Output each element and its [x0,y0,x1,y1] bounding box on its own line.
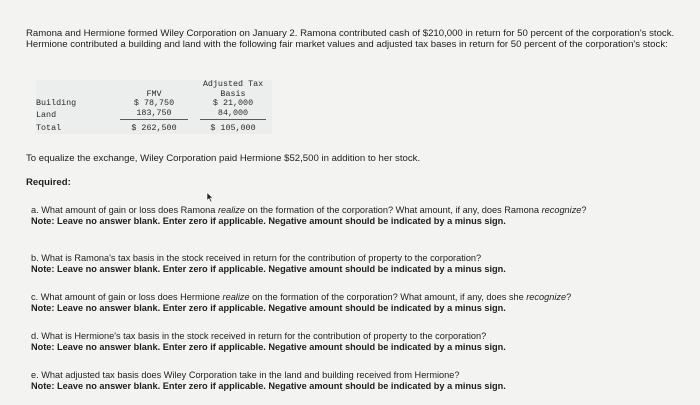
required-heading: Required: [26,177,71,188]
row-fmv: $ 78,750 [133,98,175,109]
question-letter: c. [31,292,39,302]
question-text: What amount of gain or loss does Ramona [41,205,218,215]
question-a [31,205,681,228]
header-fmv: FMV [146,88,162,99]
question-letter: d. [31,331,39,341]
question-d [31,331,681,354]
header-basis-line1: Adjusted Tax [202,79,264,89]
row-label: Land [36,109,57,120]
question-note: Note: Leave no answer blank. Enter zero if applicable. Negative amount should be indicated by a minus sign. [31,264,506,275]
row-fmv: 183,750 [136,107,172,118]
question-text: What is Hermione's tax basis in the stock received in return for the contribution of property to the corporation? [41,331,487,341]
question-text: ? [566,292,572,302]
total-label: Total [36,123,62,134]
table-row [36,109,272,121]
question-note: Note: Leave no answer blank. Enter zero if applicable. Negative amount should be indicated by a minus sign. [31,342,506,353]
question-emphasis: realize [222,292,250,302]
question-emphasis: recognize [526,292,567,302]
arrow-cursor-icon [206,192,214,203]
question-text: on the formation of the corporation? What amount, if any, does Ramona [245,205,542,215]
question-text: What adjusted tax basis does Wiley Corporation take in the land and building received from Hermione? [41,370,460,380]
row-basis: $ 21,000 [212,98,254,109]
header-basis-line2: Basis [220,88,246,99]
problem-intro: Ramona and Hermione formed Wiley Corporation on January 2. Ramona contributed cash of $210,000 in return for 50 percent of the corporation's stock. Hermione contributed a building and land with the following fair market values and adjusted tax bases in return for 50 percent of the corporation's stock: [26,28,675,51]
row-basis: 84,000 [217,107,249,118]
total-basis: $ 105,000 [210,123,256,134]
question-emphasis: recognize [541,205,582,215]
table-header-row [36,80,272,99]
question-letter: b. [31,253,39,263]
question-emphasis: realize [217,205,246,215]
question-e [31,370,681,393]
question-note: Note: Leave no answer blank. Enter zero if applicable. Negative amount should be indicated by a minus sign. [31,303,506,314]
equalization-statement: To equalize the exchange, Wiley Corporation paid Hermione $52,500 in addition to her stock. [26,153,421,164]
property-values-table [36,80,272,134]
question-b [31,253,681,276]
question-letter: a. [31,205,39,215]
table-total-row [36,120,272,134]
row-label: Building [36,98,77,109]
question-note: Note: Leave no answer blank. Enter zero if applicable. Negative amount should be indicated by a minus sign. [31,381,506,392]
total-fmv: $ 262,500 [131,123,177,134]
question-text: What is Ramona's tax basis in the stock received in return for the contribution of property to the corporation? [41,253,482,263]
question-text: What amount of gain or loss does Hermione [40,292,223,302]
question-text: ? [581,205,587,215]
question-text: on the formation of the corporation? What amount, if any, does she [249,292,527,302]
question-letter: e. [31,370,39,380]
question-note: Note: Leave no answer blank. Enter zero if applicable. Negative amount should be indicated by a minus sign. [31,216,506,227]
question-c [31,292,681,315]
